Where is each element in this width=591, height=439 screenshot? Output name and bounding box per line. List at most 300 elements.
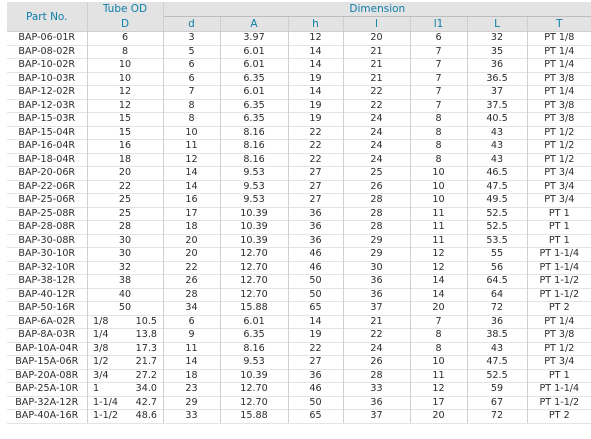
cell-l: 21	[343, 45, 410, 59]
cell-h: 12	[288, 32, 343, 46]
cell-l: 24	[343, 153, 410, 167]
cell-tube-od-inch: 1-1/4	[93, 396, 119, 408]
cell-T: PT 1/4	[527, 59, 591, 73]
cell-l1: 10	[410, 180, 467, 194]
cell-A: 6.35	[220, 72, 288, 86]
cell-L: 56	[467, 261, 527, 275]
cell-part-no: BAP-28-08R	[7, 221, 87, 235]
cell-L: 43	[467, 342, 527, 356]
cell-d: 11	[163, 140, 220, 154]
cell-part-no: BAP-20-06R	[7, 167, 87, 181]
cell-l1: 7	[410, 72, 467, 86]
cell-d: 14	[163, 356, 220, 370]
cell-A: 6.35	[220, 329, 288, 343]
cell-h: 19	[288, 72, 343, 86]
cell-d: 20	[163, 248, 220, 262]
cell-h: 65	[288, 410, 343, 424]
cell-tube-od: 15	[87, 113, 163, 127]
table-row	[7, 248, 591, 262]
cell-l1: 11	[410, 221, 467, 235]
cell-d: 20	[163, 234, 220, 248]
cell-part-no: BAP-12-02R	[7, 86, 87, 100]
cell-L: 47.5	[467, 356, 527, 370]
table-row	[7, 45, 591, 59]
cell-A: 8.16	[220, 153, 288, 167]
cell-tube-od: 30	[87, 248, 163, 262]
cell-d: 5	[163, 45, 220, 59]
cell-L: 47.5	[467, 180, 527, 194]
cell-L: 43	[467, 126, 527, 140]
cell-d: 9	[163, 329, 220, 343]
cell-T: PT 1/2	[527, 153, 591, 167]
cell-L: 35	[467, 45, 527, 59]
cell-l: 37	[343, 410, 410, 424]
cell-tube-od-mm: 10.5	[135, 315, 157, 327]
cell-l1: 10	[410, 167, 467, 181]
cell-tube-od-inch: 1	[93, 383, 100, 394]
cell-part-no: BAP-06-01R	[7, 32, 87, 46]
cell-tube-od-mm: 34.0	[135, 383, 157, 394]
cell-part-no: BAP-08-02R	[7, 45, 87, 59]
dimension-table	[7, 2, 591, 424]
header-tube-od-D: D	[87, 17, 163, 32]
cell-tube-od-inch: 1-1/2	[93, 410, 119, 421]
table-row	[7, 221, 591, 235]
table-row	[7, 167, 591, 181]
cell-A: 6.01	[220, 45, 288, 59]
cell-L: 43	[467, 140, 527, 154]
cell-h: 36	[288, 234, 343, 248]
cell-L: 37	[467, 86, 527, 100]
cell-l1: 12	[410, 383, 467, 397]
cell-d: 33	[163, 410, 220, 424]
cell-part-no: BAP-10-02R	[7, 59, 87, 73]
table-row	[7, 369, 591, 383]
cell-l1: 8	[410, 140, 467, 154]
table-row	[7, 261, 591, 275]
cell-h: 65	[288, 302, 343, 316]
cell-tube-od: 6	[87, 32, 163, 46]
cell-A: 10.39	[220, 207, 288, 221]
cell-A: 12.70	[220, 383, 288, 397]
cell-h: 14	[288, 86, 343, 100]
cell-part-no: BAP-30-10R	[7, 248, 87, 262]
cell-L: 36.5	[467, 72, 527, 86]
cell-l1: 14	[410, 288, 467, 302]
cell-T: PT 3/8	[527, 113, 591, 127]
cell-l1: 7	[410, 86, 467, 100]
cell-tube-od-mm: 21.7	[135, 356, 157, 367]
header-A: A	[220, 17, 288, 32]
cell-l1: 11	[410, 234, 467, 248]
header-T: T	[527, 17, 591, 32]
cell-part-no: BAP-20A-08R	[7, 369, 87, 383]
cell-tube-od: 16	[87, 140, 163, 154]
table-row	[7, 140, 591, 154]
cell-tube-od: 18	[87, 153, 163, 167]
cell-A: 6.35	[220, 99, 288, 113]
cell-part-no: BAP-25-06R	[7, 194, 87, 208]
table-row	[7, 342, 591, 356]
cell-d: 34	[163, 302, 220, 316]
cell-part-no: BAP-25A-10R	[7, 383, 87, 397]
cell-tube-od: 8	[87, 45, 163, 59]
cell-L: 59	[467, 383, 527, 397]
cell-T: PT 3/8	[527, 99, 591, 113]
cell-tube-od: 12	[87, 86, 163, 100]
table-row	[7, 315, 591, 329]
cell-part-no: BAP-12-03R	[7, 99, 87, 113]
cell-tube-od	[87, 410, 163, 424]
cell-A: 6.01	[220, 59, 288, 73]
cell-part-no: BAP-30-08R	[7, 234, 87, 248]
cell-T: PT 3/4	[527, 356, 591, 370]
cell-d: 18	[163, 369, 220, 383]
cell-L: 36	[467, 315, 527, 329]
cell-l1: 12	[410, 261, 467, 275]
cell-A: 3.97	[220, 32, 288, 46]
cell-l: 22	[343, 329, 410, 343]
table-row	[7, 86, 591, 100]
cell-T: PT 1	[527, 221, 591, 235]
cell-A: 9.53	[220, 180, 288, 194]
cell-l: 29	[343, 234, 410, 248]
cell-h: 14	[288, 59, 343, 73]
cell-T: PT 1-1/4	[527, 261, 591, 275]
cell-tube-od: 28	[87, 221, 163, 235]
cell-tube-od: 10	[87, 59, 163, 73]
cell-part-no: BAP-32-10R	[7, 261, 87, 275]
cell-T: PT 3/4	[527, 194, 591, 208]
cell-tube-od	[87, 383, 163, 397]
cell-tube-od: 12	[87, 99, 163, 113]
cell-tube-od-inch: 1/4	[93, 329, 109, 340]
cell-T: PT 2	[527, 410, 591, 424]
cell-l1: 7	[410, 99, 467, 113]
cell-L: 52.5	[467, 369, 527, 383]
cell-d: 17	[163, 207, 220, 221]
cell-h: 46	[288, 248, 343, 262]
header-h: h	[288, 17, 343, 32]
cell-l1: 6	[410, 32, 467, 46]
cell-l1: 8	[410, 113, 467, 127]
cell-l1: 7	[410, 45, 467, 59]
cell-A: 15.88	[220, 410, 288, 424]
cell-T: PT 1/2	[527, 140, 591, 154]
table-body	[7, 32, 591, 424]
cell-l: 21	[343, 72, 410, 86]
table-row	[7, 207, 591, 221]
cell-T: PT 1	[527, 234, 591, 248]
cell-T: PT 1-1/2	[527, 288, 591, 302]
cell-L: 64.5	[467, 275, 527, 289]
cell-l: 33	[343, 383, 410, 397]
cell-L: 67	[467, 396, 527, 410]
cell-l: 36	[343, 288, 410, 302]
cell-tube-od	[87, 369, 163, 383]
cell-tube-od	[87, 315, 163, 329]
cell-L: 53.5	[467, 234, 527, 248]
cell-h: 19	[288, 329, 343, 343]
cell-L: 36	[467, 59, 527, 73]
header-part-no: Part No.	[7, 2, 87, 32]
cell-tube-od: 38	[87, 275, 163, 289]
cell-A: 10.39	[220, 221, 288, 235]
table-row	[7, 302, 591, 316]
cell-d: 11	[163, 342, 220, 356]
cell-h: 46	[288, 261, 343, 275]
cell-l1: 7	[410, 59, 467, 73]
cell-tube-od: 22	[87, 180, 163, 194]
cell-l: 30	[343, 261, 410, 275]
cell-h: 50	[288, 275, 343, 289]
cell-tube-od: 20	[87, 167, 163, 181]
cell-h: 19	[288, 113, 343, 127]
table-header	[7, 2, 591, 32]
cell-A: 8.16	[220, 126, 288, 140]
table-row	[7, 396, 591, 410]
table-row	[7, 126, 591, 140]
cell-h: 22	[288, 126, 343, 140]
cell-h: 36	[288, 369, 343, 383]
table-row	[7, 383, 591, 397]
cell-L: 72	[467, 302, 527, 316]
cell-A: 9.53	[220, 194, 288, 208]
cell-l: 36	[343, 275, 410, 289]
cell-T: PT 1/4	[527, 315, 591, 329]
cell-l1: 8	[410, 329, 467, 343]
cell-l: 28	[343, 207, 410, 221]
cell-A: 12.70	[220, 275, 288, 289]
cell-h: 50	[288, 396, 343, 410]
cell-part-no: BAP-16-04R	[7, 140, 87, 154]
cell-A: 6.01	[220, 86, 288, 100]
cell-l1: 10	[410, 194, 467, 208]
cell-tube-od-inch: 1/2	[93, 356, 109, 367]
cell-part-no: BAP-15-04R	[7, 126, 87, 140]
cell-l: 24	[343, 140, 410, 154]
cell-d: 26	[163, 275, 220, 289]
table-row	[7, 329, 591, 343]
cell-A: 12.70	[220, 261, 288, 275]
cell-h: 36	[288, 207, 343, 221]
cell-tube-od-inch: 3/8	[93, 342, 109, 354]
cell-d: 29	[163, 396, 220, 410]
cell-tube-od-mm: 42.7	[135, 396, 157, 408]
cell-l: 24	[343, 126, 410, 140]
table-row	[7, 99, 591, 113]
cell-l: 29	[343, 248, 410, 262]
table-row	[7, 153, 591, 167]
table-row	[7, 410, 591, 424]
cell-A: 12.70	[220, 248, 288, 262]
header-L: L	[467, 17, 527, 32]
cell-l: 36	[343, 396, 410, 410]
cell-T: PT 1/2	[527, 126, 591, 140]
header-l: l	[343, 17, 410, 32]
cell-l1: 11	[410, 207, 467, 221]
cell-part-no: BAP-10-03R	[7, 72, 87, 86]
cell-d: 8	[163, 99, 220, 113]
cell-tube-od: 25	[87, 207, 163, 221]
cell-part-no: BAP-6A-02R	[7, 315, 87, 329]
cell-d: 14	[163, 180, 220, 194]
cell-A: 8.16	[220, 140, 288, 154]
cell-l: 37	[343, 302, 410, 316]
cell-tube-od: 40	[87, 288, 163, 302]
cell-d: 16	[163, 194, 220, 208]
cell-l1: 20	[410, 410, 467, 424]
table-row	[7, 234, 591, 248]
cell-l1: 8	[410, 126, 467, 140]
cell-d: 7	[163, 86, 220, 100]
cell-T: PT 1/4	[527, 86, 591, 100]
cell-l1: 7	[410, 315, 467, 329]
cell-L: 43	[467, 153, 527, 167]
cell-L: 32	[467, 32, 527, 46]
cell-A: 9.53	[220, 167, 288, 181]
cell-l: 28	[343, 221, 410, 235]
cell-T: PT 1-1/2	[527, 275, 591, 289]
cell-T: PT 1	[527, 207, 591, 221]
cell-T: PT 1/8	[527, 32, 591, 46]
cell-A: 9.53	[220, 356, 288, 370]
cell-tube-od-mm: 17.3	[135, 342, 157, 354]
cell-h: 46	[288, 383, 343, 397]
cell-l1: 10	[410, 356, 467, 370]
cell-T: PT 1-1/4	[527, 248, 591, 262]
cell-L: 37.5	[467, 99, 527, 113]
table-row	[7, 72, 591, 86]
cell-h: 27	[288, 194, 343, 208]
cell-d: 3	[163, 32, 220, 46]
cell-A: 15.88	[220, 302, 288, 316]
table-row	[7, 59, 591, 73]
cell-tube-od-mm: 27.2	[135, 369, 157, 381]
cell-tube-od	[87, 356, 163, 370]
cell-T: PT 1/4	[527, 45, 591, 59]
cell-part-no: BAP-40A-16R	[7, 410, 87, 424]
cell-L: 49.5	[467, 194, 527, 208]
cell-part-no: BAP-50-16R	[7, 302, 87, 316]
cell-l: 21	[343, 59, 410, 73]
cell-l: 25	[343, 167, 410, 181]
header-tube-od: Tube OD	[87, 2, 163, 17]
cell-h: 22	[288, 140, 343, 154]
cell-d: 18	[163, 221, 220, 235]
header-l1: l1	[410, 17, 467, 32]
header-dimension: Dimension	[163, 2, 591, 17]
cell-A: 10.39	[220, 369, 288, 383]
table-row	[7, 275, 591, 289]
cell-T: PT 3/4	[527, 180, 591, 194]
cell-A: 8.16	[220, 342, 288, 356]
cell-tube-od: 15	[87, 126, 163, 140]
header-d: d	[163, 17, 220, 32]
cell-h: 50	[288, 288, 343, 302]
cell-l1: 8	[410, 153, 467, 167]
cell-h: 22	[288, 342, 343, 356]
cell-A: 12.70	[220, 288, 288, 302]
cell-tube-od-inch: 3/4	[93, 369, 109, 381]
table-row	[7, 194, 591, 208]
cell-L: 72	[467, 410, 527, 424]
cell-part-no: BAP-10A-04R	[7, 342, 87, 356]
cell-part-no: BAP-8A-03R	[7, 329, 87, 343]
cell-T: PT 1	[527, 369, 591, 383]
cell-T: PT 2	[527, 302, 591, 316]
cell-T: PT 3/4	[527, 167, 591, 181]
table-row	[7, 113, 591, 127]
cell-tube-od: 30	[87, 234, 163, 248]
cell-L: 40.5	[467, 113, 527, 127]
cell-d: 8	[163, 113, 220, 127]
cell-L: 46.5	[467, 167, 527, 181]
cell-l1: 8	[410, 342, 467, 356]
cell-l1: 11	[410, 369, 467, 383]
cell-h: 19	[288, 99, 343, 113]
cell-T: PT 1/2	[527, 342, 591, 356]
cell-tube-od	[87, 329, 163, 343]
cell-d: 14	[163, 167, 220, 181]
cell-h: 27	[288, 167, 343, 181]
cell-L: 52.5	[467, 207, 527, 221]
cell-d: 10	[163, 126, 220, 140]
cell-L: 55	[467, 248, 527, 262]
cell-tube-od-inch: 1/8	[93, 315, 109, 327]
cell-l: 24	[343, 342, 410, 356]
cell-A: 10.39	[220, 234, 288, 248]
cell-d: 6	[163, 315, 220, 329]
cell-l1: 14	[410, 275, 467, 289]
cell-h: 27	[288, 180, 343, 194]
cell-part-no: BAP-18-04R	[7, 153, 87, 167]
cell-A: 6.35	[220, 113, 288, 127]
cell-part-no: BAP-25-08R	[7, 207, 87, 221]
cell-part-no: BAP-15-03R	[7, 113, 87, 127]
cell-L: 64	[467, 288, 527, 302]
cell-l1: 12	[410, 248, 467, 262]
cell-d: 12	[163, 153, 220, 167]
cell-L: 38.5	[467, 329, 527, 343]
cell-part-no: BAP-22-06R	[7, 180, 87, 194]
cell-tube-od-mm: 13.8	[135, 329, 157, 340]
cell-h: 36	[288, 221, 343, 235]
table-row	[7, 180, 591, 194]
cell-T: PT 1-1/2	[527, 396, 591, 410]
cell-T: PT 3/8	[527, 329, 591, 343]
cell-l: 28	[343, 194, 410, 208]
cell-L: 52.5	[467, 221, 527, 235]
cell-part-no: BAP-15A-06R	[7, 356, 87, 370]
cell-h: 22	[288, 153, 343, 167]
cell-tube-od: 10	[87, 72, 163, 86]
table-row	[7, 356, 591, 370]
cell-h: 14	[288, 315, 343, 329]
cell-d: 22	[163, 261, 220, 275]
cell-l: 22	[343, 86, 410, 100]
cell-tube-od	[87, 396, 163, 410]
cell-d: 6	[163, 59, 220, 73]
cell-tube-od: 25	[87, 194, 163, 208]
table-row	[7, 288, 591, 302]
cell-d: 6	[163, 72, 220, 86]
cell-A: 12.70	[220, 396, 288, 410]
cell-part-no: BAP-40-12R	[7, 288, 87, 302]
cell-l: 26	[343, 356, 410, 370]
cell-d: 28	[163, 288, 220, 302]
cell-l: 22	[343, 99, 410, 113]
